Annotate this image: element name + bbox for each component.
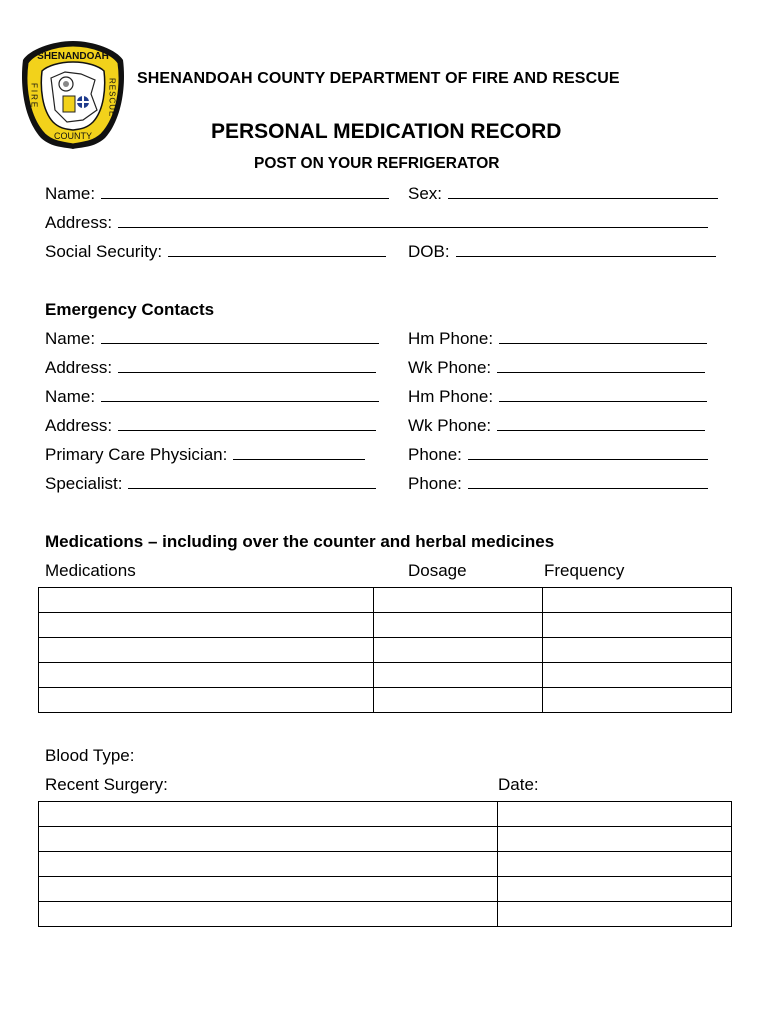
table-row xyxy=(39,588,732,613)
ssn-field[interactable] xyxy=(45,242,386,262)
emergency-hm-phone-2-line[interactable] xyxy=(499,387,707,402)
emergency-address-2-line[interactable] xyxy=(118,416,376,431)
primary-care-physician[interactable] xyxy=(45,445,365,465)
surgery-cell[interactable] xyxy=(39,827,498,852)
pcp-line[interactable] xyxy=(233,445,365,460)
dosage-cell[interactable] xyxy=(373,588,543,613)
dosage-cell[interactable] xyxy=(373,638,543,663)
emergency-name-2-line[interactable] xyxy=(101,387,379,402)
surgery-table xyxy=(38,801,732,927)
surgery-date-cell[interactable] xyxy=(498,902,732,927)
table-row xyxy=(39,638,732,663)
pcp-label: Primary Care Physician: xyxy=(45,445,228,464)
dob-line[interactable] xyxy=(456,242,716,257)
frequency-cell[interactable] xyxy=(543,688,732,713)
surgery-date-cell[interactable] xyxy=(498,852,732,877)
county-badge-logo xyxy=(19,38,127,150)
dob-field[interactable] xyxy=(408,242,716,262)
emergency-name-1-label: Name: xyxy=(45,329,96,348)
table-row xyxy=(39,663,732,688)
surgery-date-cell[interactable] xyxy=(498,877,732,902)
emergency-name-1-line[interactable] xyxy=(101,329,379,344)
address-field[interactable] xyxy=(45,213,708,233)
pcp-phone-line[interactable] xyxy=(468,445,708,460)
logo-top-text: SHENANDOAH xyxy=(37,51,109,62)
name-line[interactable] xyxy=(101,184,389,199)
frequency-cell[interactable] xyxy=(543,613,732,638)
col-medications: Medications xyxy=(45,561,136,580)
medications-heading: Medications – including over the counter and herbal medicines xyxy=(45,532,555,551)
emergency-address-1-line[interactable] xyxy=(118,358,376,373)
col-frequency: Frequency xyxy=(544,561,625,580)
badge-icon xyxy=(19,38,127,150)
medication-cell[interactable] xyxy=(39,688,374,713)
emergency-heading: Emergency Contacts xyxy=(45,300,215,319)
logo-bottom-text: COUNTY xyxy=(54,131,92,141)
pcp-phone[interactable] xyxy=(408,445,708,465)
ssn-label: Social Security: xyxy=(45,242,163,261)
table-row xyxy=(39,902,732,927)
logo-right-text: RESCUE xyxy=(107,78,117,118)
logo-left-text: FIRE xyxy=(29,83,39,110)
department-name: SHENANDOAH COUNTY DEPARTMENT OF FIRE AND RESCUE xyxy=(137,70,620,87)
pcp-phone-label: Phone: xyxy=(408,445,462,464)
emergency-name-1[interactable] xyxy=(45,329,379,349)
emergency-address-2[interactable] xyxy=(45,416,376,436)
dosage-cell[interactable] xyxy=(373,663,543,688)
emergency-hm-phone-1-line[interactable] xyxy=(499,329,707,344)
medication-cell[interactable] xyxy=(39,613,374,638)
emergency-wk-phone-2[interactable] xyxy=(408,416,705,436)
address-line[interactable] xyxy=(118,213,708,228)
frequency-cell[interactable] xyxy=(543,663,732,688)
page-title: PERSONAL MEDICATION RECORD xyxy=(211,120,562,143)
frequency-cell[interactable] xyxy=(543,638,732,663)
specialist[interactable] xyxy=(45,474,376,494)
emergency-name-2-label: Name: xyxy=(45,387,96,406)
table-row xyxy=(39,688,732,713)
date-label: Date: xyxy=(498,775,539,794)
name-label: Name: xyxy=(45,184,96,203)
medications-table xyxy=(38,587,732,713)
emergency-wk-phone-1[interactable] xyxy=(408,358,705,378)
surgery-cell[interactable] xyxy=(39,852,498,877)
table-row xyxy=(39,852,732,877)
surgery-cell[interactable] xyxy=(39,902,498,927)
sex-label: Sex: xyxy=(408,184,443,203)
medication-cell[interactable] xyxy=(39,638,374,663)
emergency-wk-phone-1-line[interactable] xyxy=(497,358,705,373)
emergency-wk-phone-2-label: Wk Phone: xyxy=(408,416,492,435)
blood-type-label: Blood Type: xyxy=(45,746,135,765)
emergency-wk-phone-2-line[interactable] xyxy=(497,416,705,431)
medication-cell[interactable] xyxy=(39,588,374,613)
dosage-cell[interactable] xyxy=(373,613,543,638)
dob-label: DOB: xyxy=(408,242,450,261)
surgery-date-cell[interactable] xyxy=(498,802,732,827)
emergency-wk-phone-1-label: Wk Phone: xyxy=(408,358,492,377)
specialist-phone[interactable] xyxy=(408,474,708,494)
emergency-name-2[interactable] xyxy=(45,387,379,407)
specialist-label: Specialist: xyxy=(45,474,123,493)
table-row xyxy=(39,613,732,638)
sex-field[interactable] xyxy=(408,184,718,204)
emergency-address-1[interactable] xyxy=(45,358,376,378)
surgery-date-cell[interactable] xyxy=(498,827,732,852)
surgery-cell[interactable] xyxy=(39,802,498,827)
specialist-phone-line[interactable] xyxy=(468,474,708,489)
emergency-address-1-label: Address: xyxy=(45,358,113,377)
address-label: Address: xyxy=(45,213,113,232)
frequency-cell[interactable] xyxy=(543,588,732,613)
emergency-address-2-label: Address: xyxy=(45,416,113,435)
emergency-hm-phone-1-label: Hm Phone: xyxy=(408,329,494,348)
table-row xyxy=(39,802,732,827)
name-field[interactable] xyxy=(45,184,389,204)
dosage-cell[interactable] xyxy=(373,688,543,713)
specialist-line[interactable] xyxy=(128,474,376,489)
page-subtitle: POST ON YOUR REFRIGERATOR xyxy=(254,155,500,172)
medication-cell[interactable] xyxy=(39,663,374,688)
table-row xyxy=(39,827,732,852)
emergency-hm-phone-2-label: Hm Phone: xyxy=(408,387,494,406)
specialist-phone-label: Phone: xyxy=(408,474,462,493)
col-dosage: Dosage xyxy=(408,561,467,580)
surgery-cell[interactable] xyxy=(39,877,498,902)
table-row xyxy=(39,877,732,902)
ssn-line[interactable] xyxy=(168,242,386,257)
emergency-hm-phone-2[interactable] xyxy=(408,387,707,407)
sex-line[interactable] xyxy=(448,184,718,199)
emergency-hm-phone-1[interactable] xyxy=(408,329,707,349)
surgery-label: Recent Surgery: xyxy=(45,775,168,794)
